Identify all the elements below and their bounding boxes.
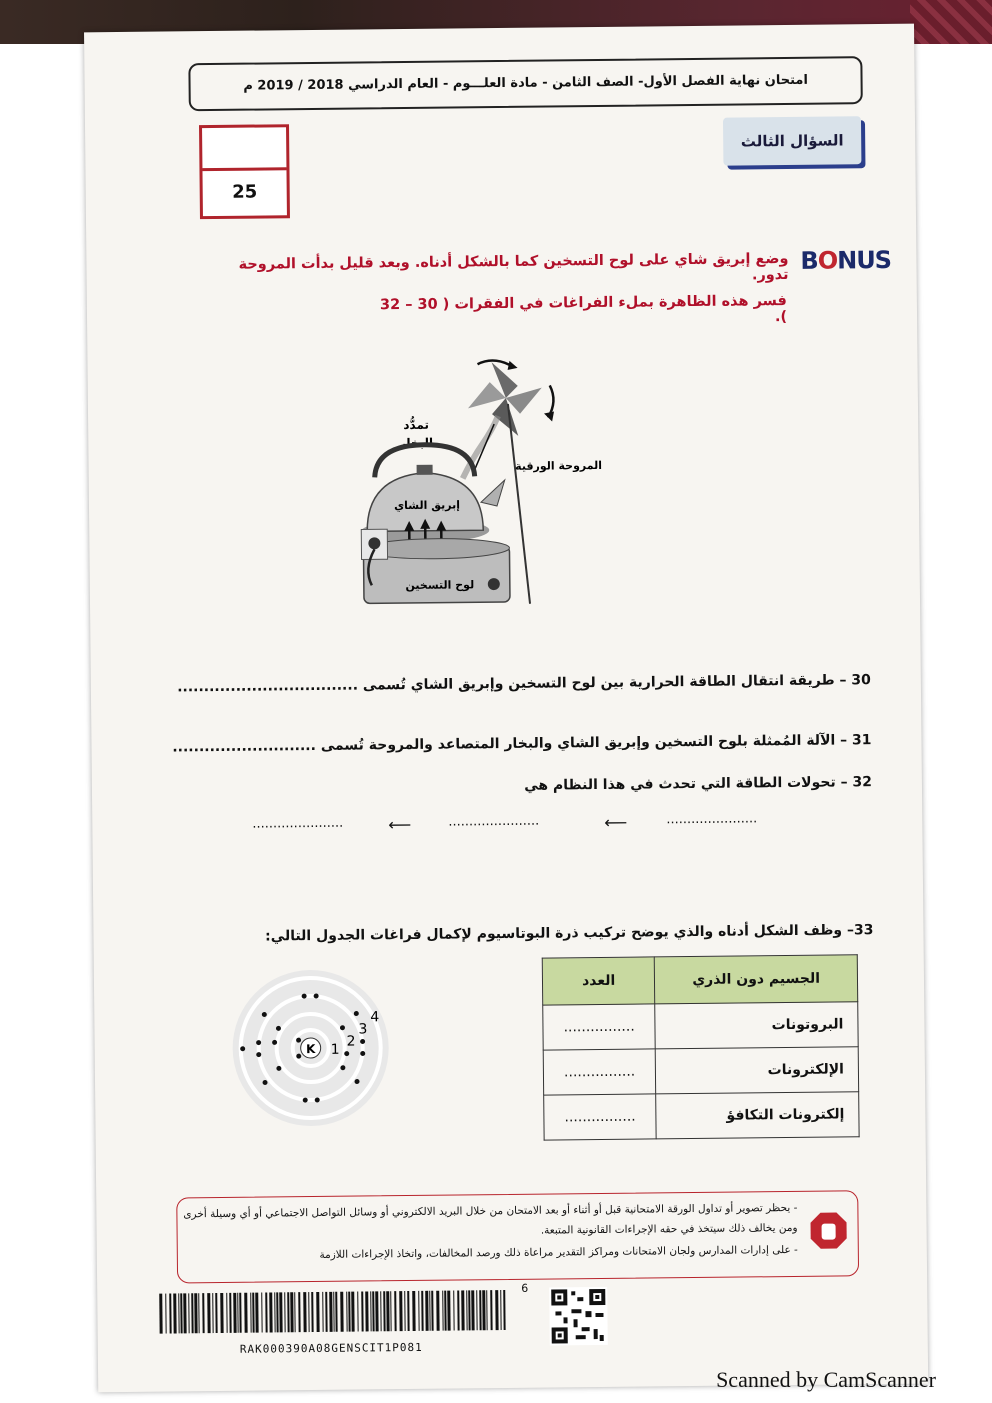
camscanner-watermark: Scanned by CamScanner [716,1367,936,1392]
stop-hand-icon [809,1211,847,1249]
page-number: 6 [521,1281,529,1295]
shell-3-label: 3 [358,1021,368,1038]
table-cell-label: البروتونات [655,1002,858,1049]
table-cell-blank: ................ [544,1094,657,1140]
arrow-left-icon: ⟵ [604,812,628,832]
target-icon: O [817,246,838,275]
table-header-particle: الجسيم دون الذري [655,955,858,1004]
footer-line-2: ومن يخالف ذلك سيتخذ في حقه الإجراءات القانونية المتبعة. [540,1221,798,1237]
table-row [543,1047,858,1095]
table-row [544,1092,859,1140]
background-fabric-pattern [910,0,992,44]
potassium-atom-diagram [230,967,392,1129]
barcode-text: RAK000390A08GENSCIT1P081 [239,1340,423,1356]
question-30: 30 – طريقة انتقال الطاقة الحرارية بين لوح التسخين وإبريق الشاي تُسمى .................................. [177,672,871,696]
bonus-instruction-line1: وضع إبريق شاي على لوح التسخين كما بالشكل أدناه. وبعد قليل بدأت المروحة تدور. [238,250,789,284]
label-steam: تمدُّد [403,417,430,433]
table-row [543,1002,858,1050]
barcode-icon [159,1290,510,1346]
score-total: 25 [232,181,258,203]
bonus-instruction-line2: فسر هذه الظاهرة بملء الفراغات في الفقرات ( 30 – 32 ). [379,293,788,326]
kettle-fan-figure [265,357,603,620]
table-cell-blank: ................ [543,1049,656,1095]
bonus-logo-b: B [800,246,818,275]
energy-blank-1: ...................... [666,811,758,828]
table-cell-label: إلكترونات التكافؤ [656,1092,859,1139]
bonus-logo-rest: NUS [837,245,892,275]
label-heater: لوح التسخين [405,578,475,593]
exam-header [188,56,862,111]
qr-code-icon [549,1287,608,1346]
shell-2-label: 2 [346,1033,356,1050]
question-32: 32 – تحولات الطاقة التي تحدث في هذا النظام هي [524,774,873,794]
footer-line-3: - على إدارات المدارس ولجان الامتحانات ومراكز التقدير مراعاة ذلك ورصد المخالفات، واتخاذ الإجراءات اللازمة [319,1243,798,1261]
question-31: 31 – الآلة المُمثلة بلوح التسخين وإبريق الشاي والبخار المتصاعد والمروحة تُسمى ........................... [172,732,872,756]
steam-icon [462,416,499,478]
nucleus-label: K [305,1041,316,1057]
score-blank [202,127,286,171]
arrow-left-icon: ⟵ [388,814,412,835]
exam-page [84,24,928,1393]
shell-1-label: 1 [330,1041,340,1058]
energy-blank-2: ...................... [448,813,540,830]
label-kettle: إبريق الشاي [393,498,461,513]
subatomic-table [542,954,860,1140]
table-cell-label: الإلكترونات [656,1047,859,1094]
label-steam-2: البخار [399,435,434,451]
question-33: 33– وظف الشكل أدناه والذي يوضح تركيب ذرة البوتاسيوم لإكمال فراغات الجدول التالي: [265,922,874,945]
section-title: السؤال الثالث [723,116,861,165]
label-fan: المروحة الورقية [515,458,603,473]
energy-chain [252,810,852,840]
bonus-logo [800,245,892,277]
energy-blank-3: ...................... [252,815,344,832]
exam-header-title: امتحان نهاية الفصل الأول- الصف الثامن - مادة العلـــوم - العام الدراسي 2018 / 2019 م [243,72,808,94]
table-cell-blank: ................ [543,1004,656,1050]
footer-line-1: - يحظر تصوير أو تداول الورقة الامتحانية قبل أو أثناء أو بعد الامتحان من خلال البريد الالكتروني أو وسائل التواصل الاجتماعي أو أي وسيلة أخرى [183,1201,798,1221]
shell-4-label: 4 [370,1009,380,1026]
table-header-count: العدد [542,957,655,1005]
score-box [199,124,290,219]
footer-warning [176,1190,859,1283]
